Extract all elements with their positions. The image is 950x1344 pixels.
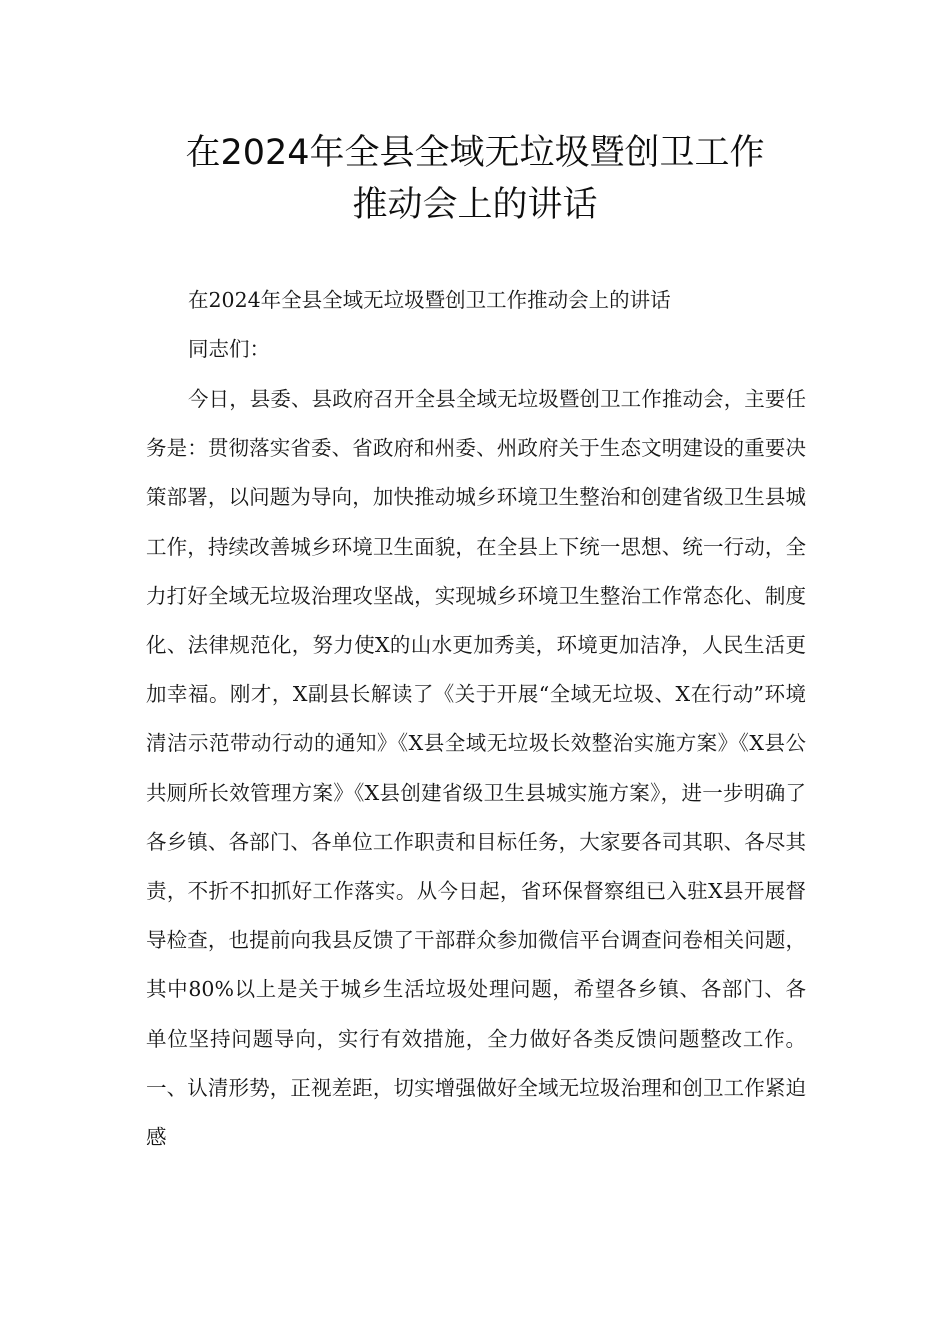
document-title-line-1: 在2024年全县全域无垃圾暨创卫工作 [185, 133, 765, 173]
greeting: 同志们： [188, 337, 270, 361]
body-paragraph: 今日，县委、县政府召开全县全域无垃圾暨创卫工作推动会，主要任务是：贯彻落实省委、省政府和州委、州政府关于生态文明建设的重要决策部署，以问题为导向，加快推动城乡环境卫生整治和创建省级卫生县城工作，持续改善城乡环境卫生面貌，在全县上下统一思想、统一行动，全力打好全域无垃圾治理攻坚战，实现城乡环境卫生整治工作常态化、制度化、法律规范化，努力使X的山水更加秀美，环境更加洁净，人民生活更加幸福。刚才，X副县长解读了《关于开展“全域无垃圾、X在行动”环境清洁示范带动行动的通知》《X县全域无垃圾长效整治实施方案》《X县公共厕所长效管理方案》《X县创建省级卫生县城实施方案》，进一步明确了各乡镇、各部门、各单位工作职责和目标任务，大家要各司其职、各尽其责，不折不扣抓好工作落实。从今日起，省环保督察组已入驻X县开展督导检查，也提前向我县反馈了干部群众参加微信平台调查问卷相关问题，其中80%以上是关于城乡生活垃圾处理问题，希望各乡镇、各部门、各单位坚持问题导向，实行有效措施，全力做好各类反馈问题整改工作。一、认清形势，正视差距，切实增强做好全域无垃圾治理和创卫工作紧迫感 [146, 387, 806, 1150]
document-title-line-2: 推动会上的讲话 [352, 185, 598, 225]
document-subtitle: 在2024年全县全域无垃圾暨创卫工作推动会上的讲话 [188, 288, 671, 312]
